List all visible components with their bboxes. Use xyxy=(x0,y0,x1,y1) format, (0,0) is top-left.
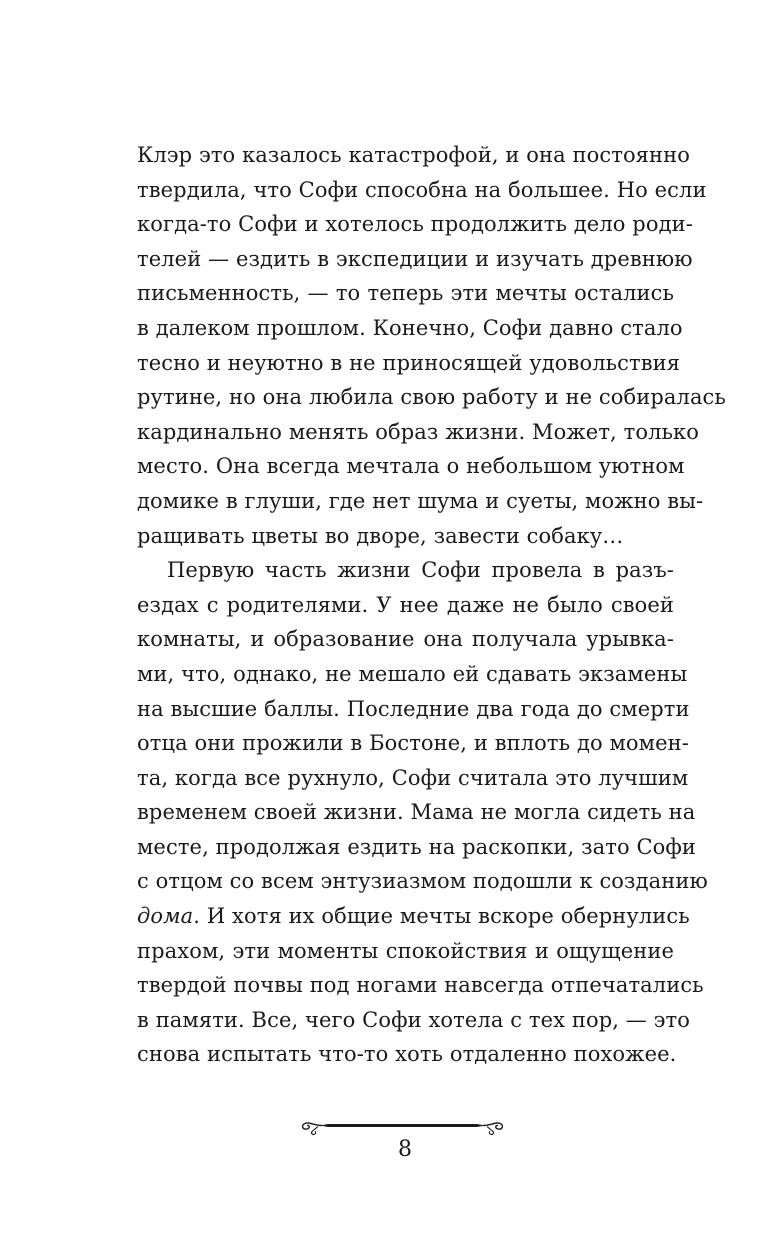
body-text xyxy=(137,138,726,1072)
text-line: комнаты, и образование она получала урывка- xyxy=(137,627,674,652)
text-line-rest: . И хотя их общие мечты вскоре обернулись xyxy=(193,904,690,929)
text-line: домике в глуши, где нет шума и суеты, можно вы- xyxy=(137,488,704,513)
text-line: с отцом со всем энтузиазмом подошли к созданию xyxy=(137,869,708,894)
text-line: ращивать цветы во дворе, завести собаку… xyxy=(137,523,624,548)
text-line: когда-то Софи и хотелось продолжить дело роди- xyxy=(137,212,693,237)
text-line: Первую часть жизни Софи провела в разъ- xyxy=(167,558,674,583)
text-line: в далеком прошлом. Конечно, Софи давно стало xyxy=(137,315,683,340)
text-line: письменность, — то теперь эти мечты остались xyxy=(137,281,674,306)
text-line-with-italic xyxy=(137,899,690,934)
text-line: рутине, но она любила свою работу и не собиралась xyxy=(137,385,726,410)
text-line: телей — ездить в экспедиции и изучать древнюю xyxy=(137,246,693,271)
text-line: твердой почвы под ногами навсегда отпечатались xyxy=(137,973,704,998)
page-number: 8 xyxy=(398,1137,412,1162)
text-line: тесно и неуютно в не приносящей удовольствия xyxy=(137,350,681,375)
text-line: на высшие баллы. Последние два года до смерти xyxy=(137,696,690,721)
italic-word: дома xyxy=(137,904,194,929)
text-line: отца они прожили в Бостоне, и вплоть до момен- xyxy=(137,731,689,756)
text-line: твердила, что Софи способна на большее. Но если xyxy=(137,177,707,202)
text-line: временем своей жизни. Мама не могла сидеть на xyxy=(137,800,696,825)
text-line: ездах с родителями. У нее даже не было своей xyxy=(137,592,674,617)
text-line: та, когда все рухнуло, Софи считала это лучшим xyxy=(137,765,689,790)
text-line: ми, что, однако, не мешало ей сдавать экзамены xyxy=(137,661,688,686)
text-line: в памяти. Все, чего Софи хотела с тех пор, — это xyxy=(137,1007,690,1032)
page-ornament xyxy=(300,1115,505,1139)
text-line: снова испытать что-то хоть отдаленно похожее. xyxy=(137,1042,677,1067)
text-line: место. Она всегда мечтала о небольшом уютном xyxy=(137,454,685,479)
text-line: месте, продолжая ездить на раскопки, зато Софи xyxy=(137,834,697,859)
text-line: прахом, эти моменты спокойствия и ощущение xyxy=(137,938,674,963)
text-line: кардинально менять образ жизни. Может, только xyxy=(137,419,700,444)
text-line: Клэр это казалось катастрофой, и она постоянно xyxy=(137,143,690,167)
